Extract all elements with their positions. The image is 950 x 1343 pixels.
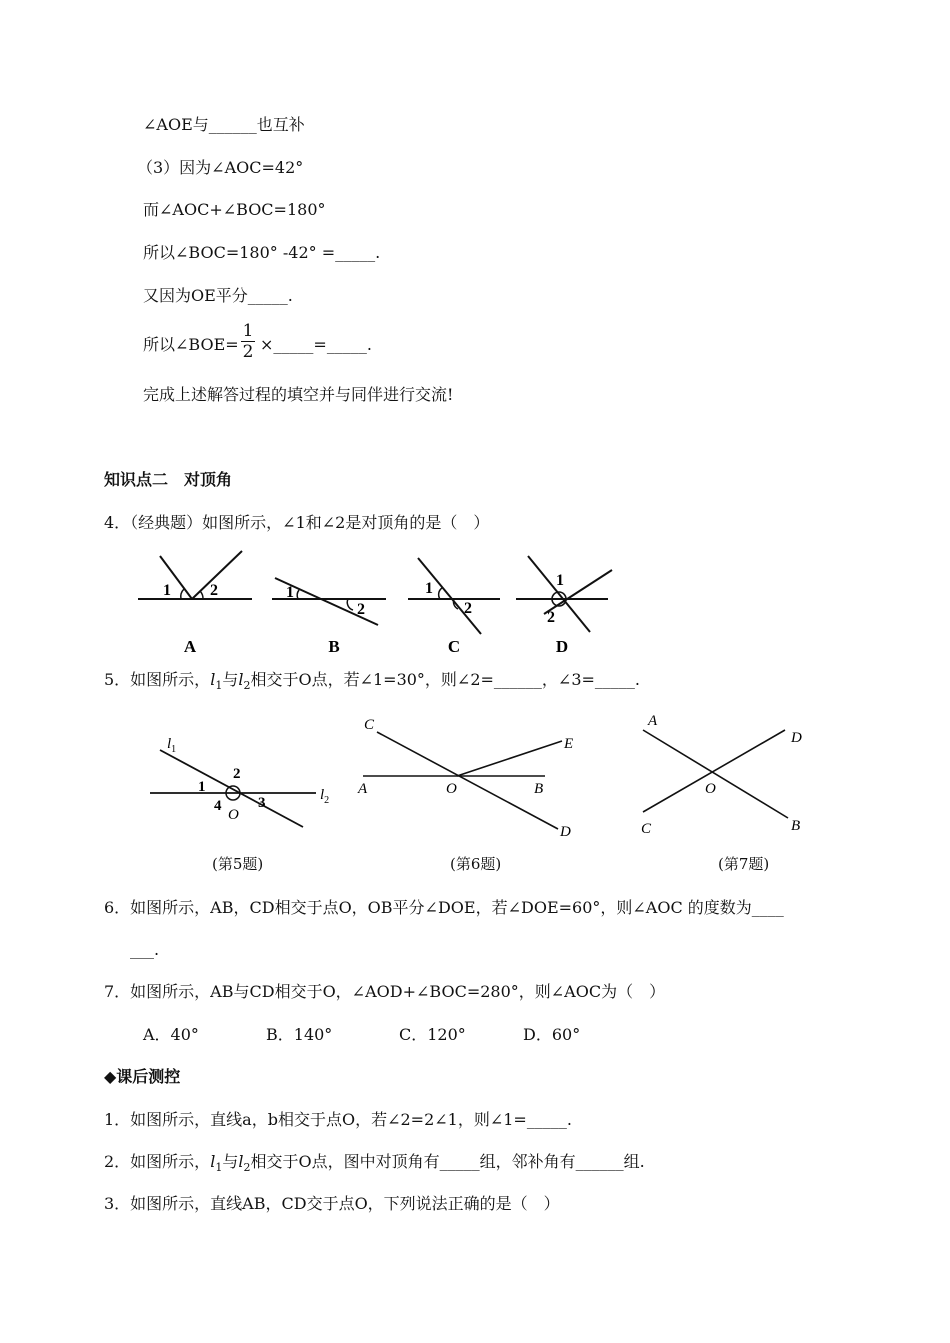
question-7: 7．如图所示，AB与CD相交于O，∠AOD+∠BOC=280°，则∠AOC为（ ） — [104, 982, 666, 1001]
fig-a-label-1: 1 — [163, 582, 171, 599]
fig7-caption: (第7题) — [718, 855, 770, 873]
boc-line: 所以∠BOC=180° -42° =_____. — [143, 243, 381, 262]
fig-d-letter: D — [555, 637, 569, 656]
q4-figure-d — [514, 548, 614, 658]
fig-a-arc-2 — [200, 591, 203, 599]
question-4: 4．（经典题）如图所示，∠1和∠2是对顶角的是（ ） — [104, 513, 490, 532]
fig7-label-o: O — [705, 781, 716, 797]
fig7-label-b: B — [791, 818, 801, 834]
q7-option-a: A．40° — [143, 1025, 199, 1044]
q4-figure-c — [406, 548, 506, 658]
q5-text-b: 与 — [222, 670, 239, 689]
fig6-ray-oe — [457, 741, 562, 776]
fig5-angle-3: 3 — [258, 795, 266, 811]
fig6-label-b: B — [534, 781, 544, 797]
q5-sub-2: 2 — [243, 679, 251, 693]
q5-text-c: 相交于O点，若∠1=30°，则∠2=______，∠3=_____. — [250, 670, 640, 689]
step3-line: （3）因为∠AOC=42° — [137, 158, 304, 177]
after-class-title: ◆课后测控 — [104, 1067, 181, 1086]
fig-d-line-diagonal — [528, 556, 590, 632]
fig-c-label-1: 1 — [425, 580, 433, 597]
aq2-line-l-2: l — [238, 1152, 244, 1171]
fig7-line-ab — [643, 730, 788, 818]
fig7-label-d: D — [791, 730, 802, 746]
section2-title: 知识点二 对顶角 — [104, 470, 233, 489]
figure-7 — [633, 708, 813, 838]
fig-a-arc-1 — [181, 589, 184, 599]
question-6-line-2: ___. — [130, 940, 160, 959]
fig-b-label-2: 2 — [357, 601, 365, 618]
fig6-line-cd — [377, 732, 558, 829]
fig-d-line-cross — [544, 570, 612, 614]
fig6-label-e: E — [564, 736, 574, 752]
boe-prefix: 所以∠BOE= — [143, 335, 239, 354]
after-question-1: 1．如图所示，直线a，b相交于点O，若∠2=2∠1，则∠1=_____. — [104, 1110, 572, 1129]
fig5-caption: (第5题) — [212, 855, 264, 873]
q5-line-l: l — [210, 670, 216, 689]
fig-a-label-2: 2 — [210, 582, 218, 599]
fig-c-label-2: 2 — [464, 600, 472, 617]
fig7-label-c: C — [641, 821, 652, 837]
aq2-text-c: 相交于O点，图中对顶角有_____组，邻补角有______组. — [250, 1152, 645, 1171]
line-aoe: ∠AOE与______也互补 — [143, 115, 305, 134]
aq2-line-l: l — [210, 1152, 216, 1171]
fig-c-letter: C — [447, 637, 461, 656]
aq2-sub-1: 1 — [215, 1161, 223, 1175]
q5-line-l-2: l — [238, 670, 244, 689]
after-question-2 — [104, 1151, 645, 1179]
fig6-label-o: O — [446, 781, 457, 797]
fig6-caption: (第6题) — [450, 855, 502, 873]
fig7-label-a: A — [648, 713, 658, 729]
question-6-line-1: 6．如图所示，AB，CD相交于点O，OB平分∠DOE，若∠DOE=60°，则∠AOC 的度数为____ — [104, 898, 784, 917]
fraction-numerator: 1 — [242, 321, 254, 341]
fig-b-arc-1 — [297, 590, 299, 599]
fig5-angle-2: 2 — [233, 766, 241, 782]
q7-option-c: C．120° — [399, 1025, 466, 1044]
fig5-angle-1: 1 — [198, 779, 206, 795]
fig-d-label-1: 1 — [556, 572, 564, 589]
fig6-label-d: D — [560, 824, 571, 840]
q4-figure-b — [270, 548, 390, 658]
fig5-point-o: O — [228, 807, 239, 823]
aq2-text-a: 2．如图所示， — [104, 1152, 211, 1171]
q5-sub-1: 1 — [215, 679, 223, 693]
q7-option-d: D．60° — [523, 1025, 581, 1044]
aq2-sub-2: 2 — [243, 1161, 251, 1175]
boe-suffix: ×_____=_____. — [260, 335, 372, 354]
fig5-label-l2: $l_2$ — [320, 787, 330, 806]
figure-6 — [355, 712, 585, 842]
question-5 — [104, 669, 640, 697]
fig-d-label-2: 2 — [547, 609, 555, 626]
fig5-angle-4: 4 — [214, 798, 222, 814]
fig-b-arc-2 — [347, 599, 353, 610]
aq2-text-b: 与 — [222, 1152, 239, 1171]
fig-c-arc-1 — [439, 588, 442, 599]
q5-text-a: 5．如图所示， — [104, 670, 211, 689]
q4-figure-a — [138, 548, 254, 658]
half-fraction — [238, 321, 258, 362]
oe-line: 又因为OE平分_____. — [143, 286, 293, 305]
fig5-label-l1: $l_1$ — [167, 736, 177, 755]
fraction-denominator: 2 — [242, 342, 254, 362]
fig6-label-a: A — [358, 781, 368, 797]
fig6-label-c: C — [364, 717, 375, 733]
sum-line: 而∠AOC+∠BOC=180° — [143, 200, 326, 219]
fig-b-label-1: 1 — [286, 584, 294, 601]
fig-b-letter: B — [328, 637, 340, 656]
after-question-3: 3．如图所示，直线AB，CD交于点O，下列说法正确的是（ ） — [104, 1194, 560, 1213]
fig-a-letter: A — [183, 637, 197, 656]
figure-5 — [148, 728, 348, 838]
complete-line: 完成上述解答过程的填空并与同伴进行交流! — [143, 385, 454, 404]
q7-option-b: B．140° — [266, 1025, 333, 1044]
